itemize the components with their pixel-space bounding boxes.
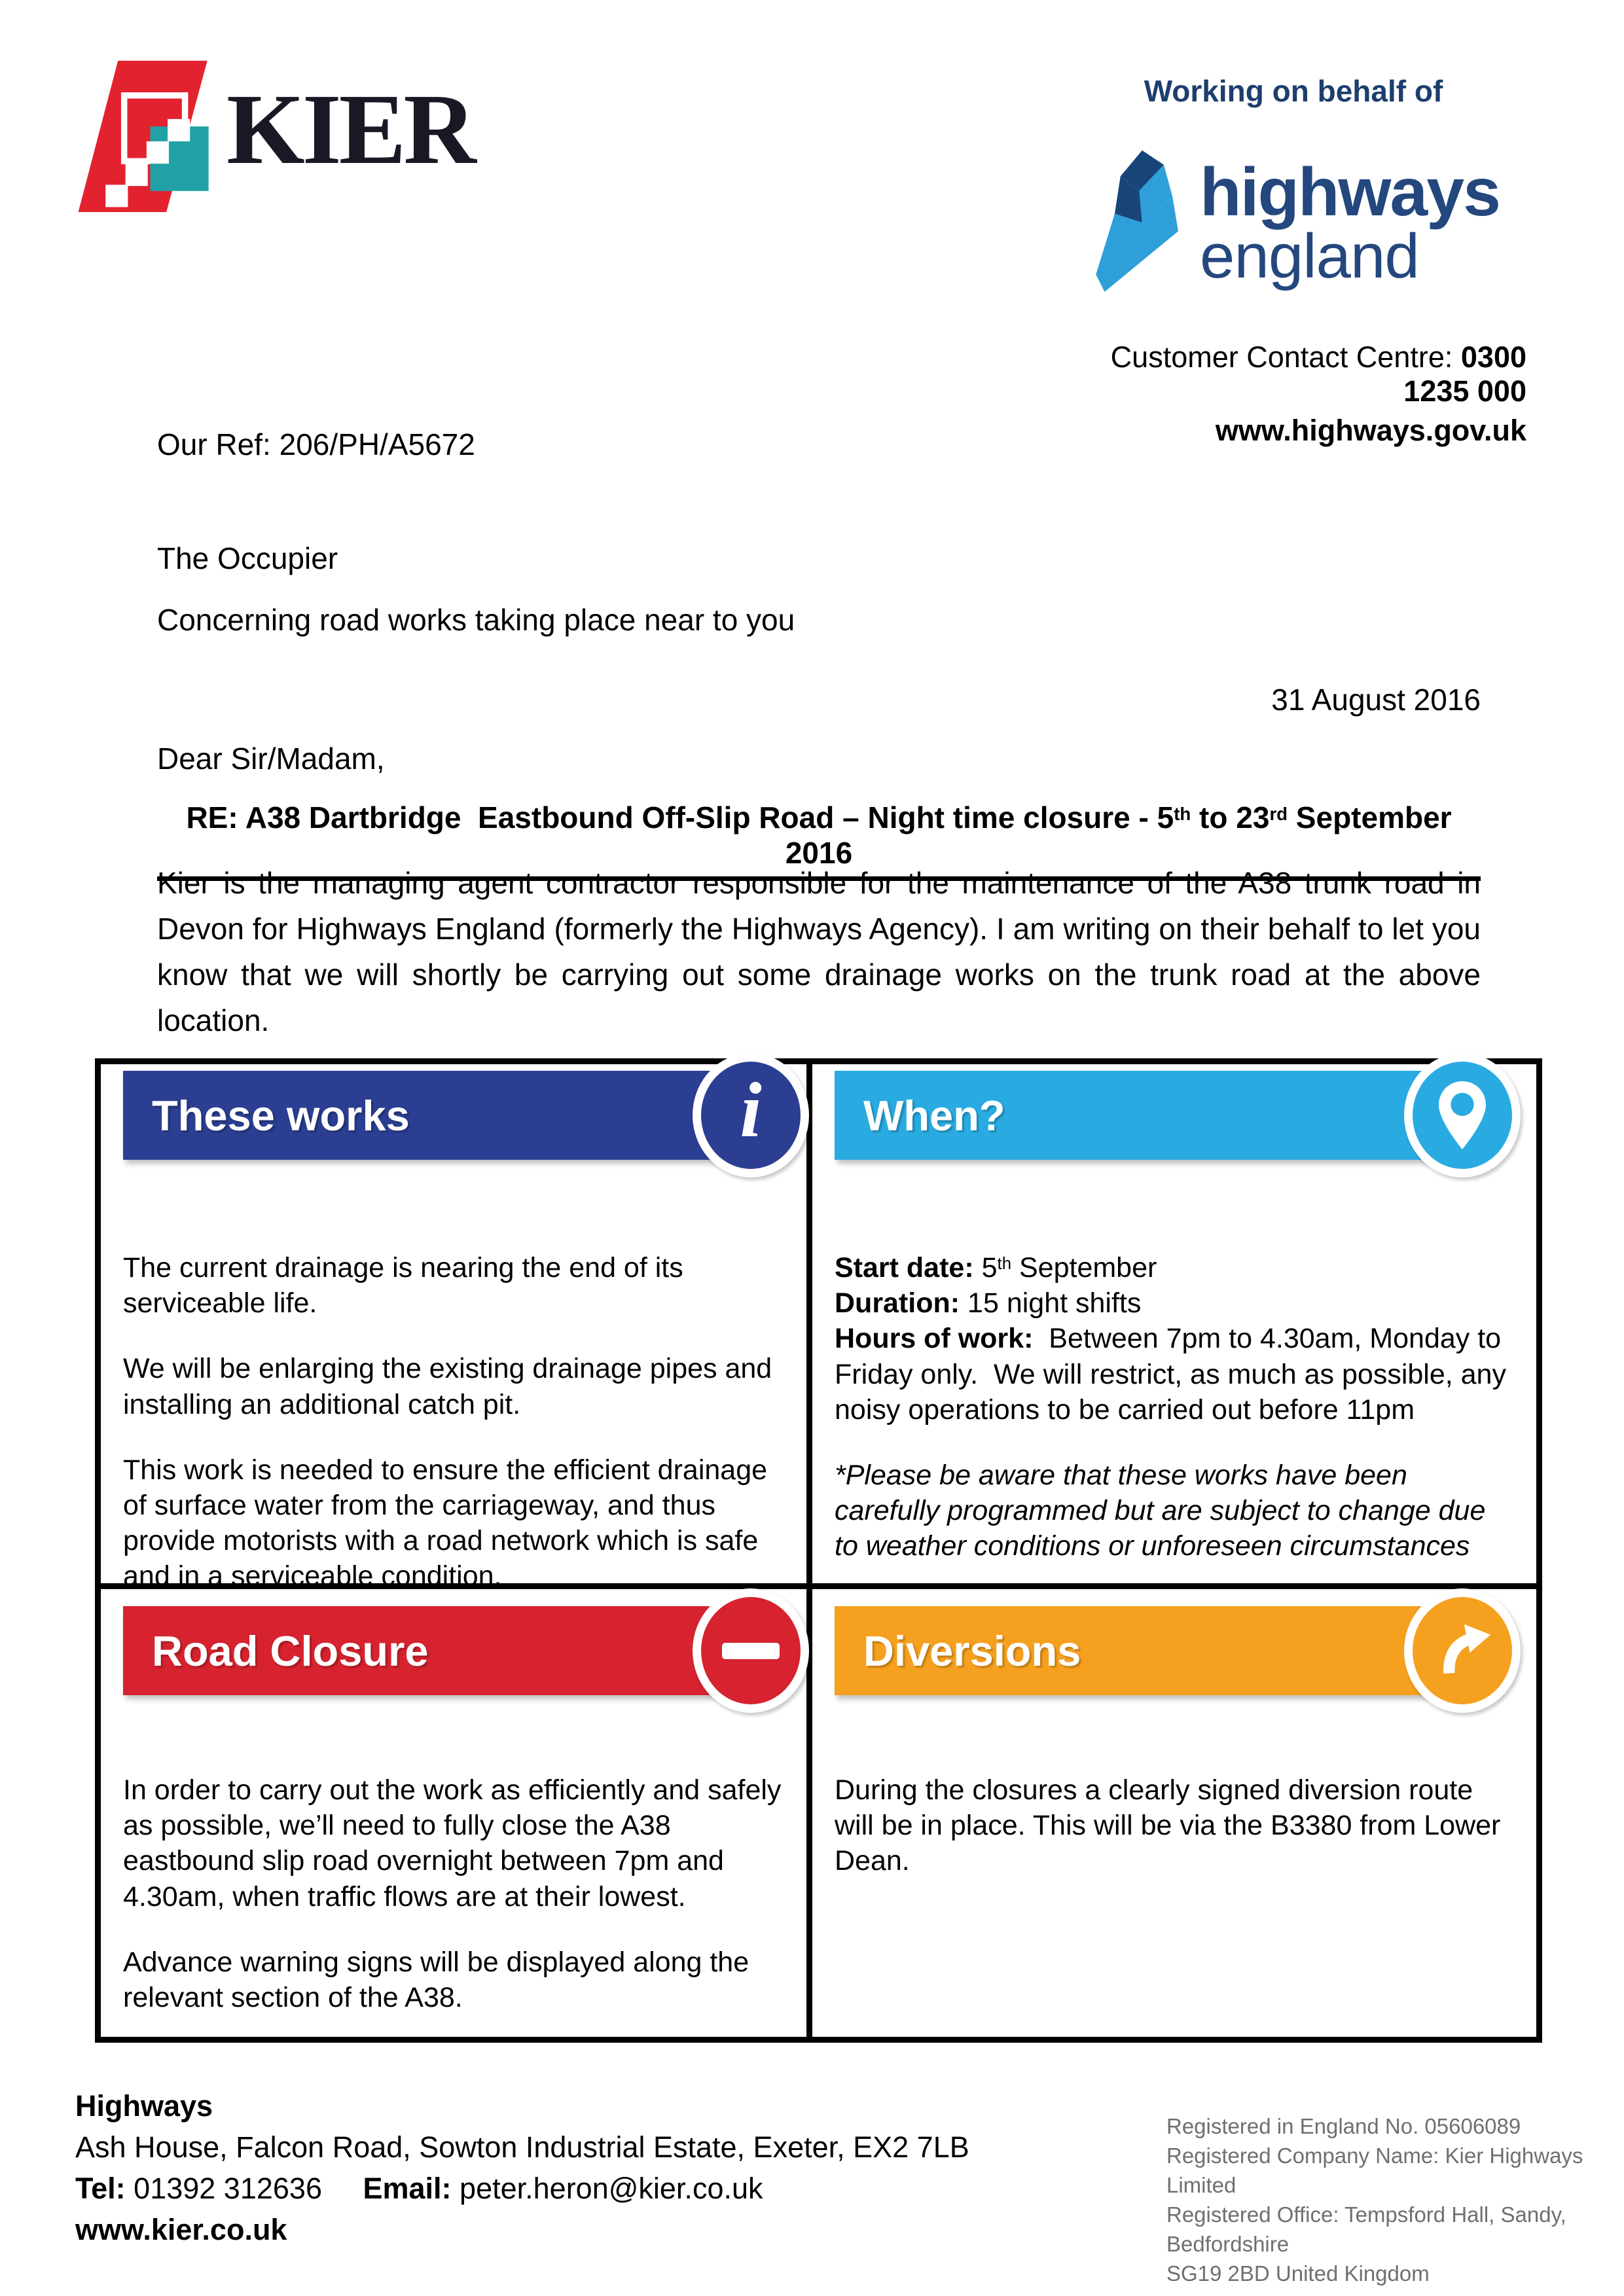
road-closure-title: Road Closure xyxy=(152,1626,429,1675)
when-text: Start date: 5th September Duration: 15 night shifts Hours of work: Between 7pm to 4.30am, Monday to Friday only. We will restrict, as much as possible, any noisy operations to be carried out before 11pm *Please be aware that these works have been carefully programmed but are subject to change due to weather conditions or unforeseen circumstances xyxy=(835,1252,1514,1562)
salutation: Dear Sir/Madam, xyxy=(157,742,385,776)
diversions-text: During the closures a clearly signed diversion route will be in place. This will be via the B3380 from Lower Dean. xyxy=(835,1774,1509,1877)
footer-tel-email: Tel: 01392 312636 Email: peter.heron@kier.co.uk xyxy=(75,2172,763,2205)
location-pin-icon xyxy=(1404,1053,1521,1177)
customer-contact-line: Customer Contact Centre: 0300 1235 000 xyxy=(1110,340,1535,408)
road-closure-text: In order to carry out the work as efficiently and safely as possible, we’ll need to fully close the A38 eastbound slip road overnight between 7pm and 4.30am, when traffic flows are at their lowest. Advance warning signs will be displayed along the relevant section of the A38. xyxy=(123,1774,789,2013)
road-closure-cell xyxy=(101,1589,812,2037)
road-closure-banner xyxy=(123,1606,731,1695)
registration-line: SG19 2BD United Kingdom xyxy=(1166,2261,1430,2286)
highways-england-block xyxy=(1060,73,1535,448)
kier-logo xyxy=(73,56,474,214)
these-works-text: The current drainage is nearing the end of its serviceable life. We will be enlarging the existing drainage pipes and installing an additional catch pit. This work is needed to ensure the efficient drainage of surface water from the carriageway, and thus provide motorists with a road network which is safe and in a serviceable condition. xyxy=(123,1252,780,1592)
our-ref: Our Ref: 206/PH/A5672 xyxy=(157,427,475,461)
these-works-cell xyxy=(101,1064,812,1592)
when-banner xyxy=(835,1071,1442,1160)
registration-line: Registered in England No. 05606089 xyxy=(1166,2114,1521,2138)
letter-date: 31 August 2016 xyxy=(1271,683,1481,717)
highways-england-logo xyxy=(1060,135,1526,310)
addressee: The Occupier xyxy=(157,541,338,575)
diversions-cell xyxy=(812,1589,1536,2037)
highways-website: www.highways.gov.uk xyxy=(1215,414,1526,447)
concerning-line: Concerning road works taking place near to you xyxy=(157,603,795,637)
when-title: When? xyxy=(863,1091,1005,1139)
footer-address: Ash House, Falcon Road, Sowton Industrial Estate, Exeter, EX2 7LB xyxy=(75,2130,969,2164)
when-cell xyxy=(812,1064,1536,1589)
intro-paragraph: Kier is the managing agent contractor responsible for the maintenance of the A38 trunk road in Devon for Highways England (formerly the Highways Agency). I am writing on their behalf to let you know that we will shortly be carrying out some drainage works on the trunk road at the above location. xyxy=(157,866,1481,1037)
registration-line: Registered Company Name: Kier Highways Limited xyxy=(1166,2144,1583,2197)
kier-website: www.kier.co.uk xyxy=(75,2213,287,2246)
diversion-arrow-icon xyxy=(1404,1588,1521,1713)
footer-company-name: Highways xyxy=(75,2089,213,2123)
footer-registration-block xyxy=(1166,2111,1624,2288)
registration-line: Registered Office: Tempsford Hall, Sandy, Bedfordshire xyxy=(1166,2202,1566,2256)
info-grid xyxy=(95,1058,1542,2043)
no-entry-icon xyxy=(693,1588,809,1713)
these-works-title: These works xyxy=(152,1091,410,1139)
highways-england-ribbon-icon xyxy=(1087,135,1185,310)
these-works-banner xyxy=(123,1066,762,1160)
highways-england-wordmark: highways england xyxy=(1200,154,1500,292)
kier-logo-wordmark: KIER xyxy=(226,73,474,185)
working-on-behalf-label: Working on behalf of xyxy=(1144,74,1443,108)
footer-contact-block xyxy=(75,2089,969,2254)
diversions-banner xyxy=(835,1606,1442,1695)
diversions-title: Diversions xyxy=(863,1626,1081,1675)
subject-line: RE: A38 Dartbridge Eastbound Off-Slip Road – Night time closure - 5th to 23rd September 2016 xyxy=(157,800,1481,881)
info-icon: i xyxy=(693,1053,809,1177)
kier-logo-mark xyxy=(73,56,216,214)
